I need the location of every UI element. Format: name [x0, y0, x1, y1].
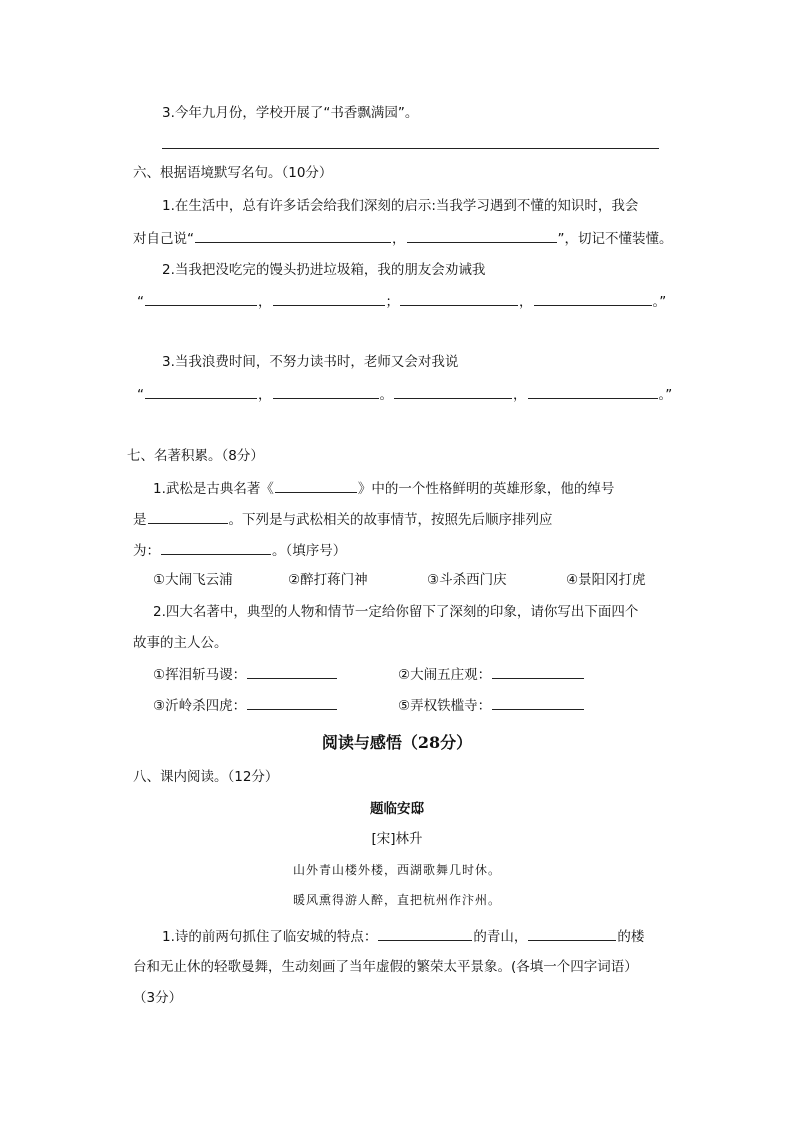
sec6-q3-period: 。 — [379, 387, 393, 403]
sec7-q1-line2-prefix: 是 — [133, 512, 147, 528]
sec6-q1-line1: 1.在生活中，总有许多话会给我们深刻的启示:当我学习遇到不懂的知识时，我会 — [162, 198, 639, 214]
sec7-q1-line3-prefix: 为： — [133, 543, 160, 559]
sec7-story-2 — [398, 664, 585, 685]
sec6-q2-blank-1[interactable] — [145, 291, 257, 306]
sec7-story-1-label: ①挥泪斩马谡： — [153, 667, 247, 683]
sec8-q1-line1 — [162, 926, 644, 947]
sec7-q1-prefix: 1.武松是古典名著《 — [153, 481, 274, 497]
sec6-q1-line2 — [133, 228, 673, 249]
sec6-q3-blank-4[interactable] — [528, 384, 658, 399]
sec6-q1-blank-1[interactable] — [195, 228, 391, 243]
sec6-q3-blank-2[interactable] — [273, 384, 379, 399]
sec6-q2-comma-2: ， — [519, 294, 533, 310]
sec8-q1-suffix: 的楼 — [617, 929, 645, 945]
sec6-heading: 六、根据语境默写名句。（10分） — [133, 165, 333, 181]
sec6-q1-comma: ， — [392, 231, 406, 247]
poem-author: [宋]林升 — [371, 831, 423, 847]
q5-item3-answer-line[interactable] — [162, 148, 659, 149]
sec6-q3-line2 — [137, 384, 672, 405]
sec7-q2-line1: 2.四大名著中，典型的人物和情节一定给你留下了深刻的印象，请你写出下面四个 — [153, 604, 639, 620]
sec7-q1-order-blank[interactable] — [161, 540, 271, 555]
sec7-q1-line3-suffix: 。（填序号） — [272, 543, 347, 559]
sec7-option-2: ②醉打蒋门神 — [288, 572, 368, 588]
poem-line-2: 暖风熏得游人醉，直把杭州作汴州。 — [292, 893, 501, 907]
sec6-q3-close: 。” — [658, 387, 673, 403]
sec8-q1-blank-1[interactable] — [378, 926, 472, 941]
sec7-story-1-blank[interactable] — [247, 664, 337, 679]
sec7-heading: 七、名著积累。（8分） — [127, 448, 264, 464]
sec6-q3-comma-1: ， — [258, 387, 272, 403]
sec8-q1-line2: 台和无止休的轻歌曼舞，生动刻画了当年虚假的繁荣太平景象。(各填一个四字词语） — [133, 959, 638, 975]
sec6-q2-comma-1: ， — [258, 294, 272, 310]
sec7-q1-line2-suffix: 。下列是与武松相关的故事情节，按照先后顺序排列应 — [228, 512, 553, 528]
sec7-story-4-label: ⑤弄权铁槛寺： — [398, 698, 492, 714]
sec7-story-2-label: ②大闹五庄观： — [398, 667, 492, 683]
sec8-q1-mid: 的青山， — [473, 929, 528, 945]
sec8-q1-score: （3分） — [133, 990, 183, 1006]
q5-item3-text: 3.今年九月份，学校开展了“书香飘满园”。 — [162, 105, 419, 121]
sec7-story-2-blank[interactable] — [492, 664, 584, 679]
sec7-q1-nickname-blank[interactable] — [148, 509, 228, 524]
sec7-story-4 — [398, 695, 585, 716]
sec6-q3-blank-3[interactable] — [394, 384, 512, 399]
poem-title: 题临安邸 — [370, 801, 424, 817]
sec6-q2-semicolon: ； — [385, 294, 399, 310]
sec8-q1-blank-2[interactable] — [528, 926, 616, 941]
poem-line-1: 山外青山楼外楼，西湖歌舞几时休。 — [292, 863, 501, 877]
sec7-option-3: ③斗杀西门庆 — [427, 572, 507, 588]
sec6-q2-blank-4[interactable] — [534, 291, 652, 306]
sec6-q2-open-quote: “ — [137, 294, 144, 310]
sec6-q3-comma-2: ， — [513, 387, 527, 403]
sec7-q1-line3 — [133, 540, 346, 561]
sec7-q2-line2: 故事的主人公。 — [133, 635, 228, 651]
sec8-q1-prefix: 1.诗的前两句抓住了临安城的特点： — [162, 929, 378, 945]
sec6-q3-line1: 3.当我浪费时间，不努力读书时，老师又会对我说 — [162, 354, 459, 370]
sec6-q3-open-quote: “ — [137, 387, 144, 403]
sec7-option-1: ①大闹飞云浦 — [153, 572, 233, 588]
sec6-q1-blank-2[interactable] — [407, 228, 557, 243]
sec7-story-3-blank[interactable] — [247, 695, 337, 710]
sec6-q1-suffix: ”，切记不懂装懂。 — [557, 231, 673, 247]
sec6-q2-line2 — [137, 291, 666, 312]
sec7-q1-book-blank[interactable] — [275, 478, 357, 493]
sec6-q3-blank-1[interactable] — [145, 384, 257, 399]
sec7-story-1 — [153, 664, 338, 685]
sec7-option-4: ④景阳冈打虎 — [566, 572, 646, 588]
sec7-q1-line2 — [133, 509, 553, 530]
sec6-q2-close: 。” — [652, 294, 667, 310]
sec8-heading: 八、课内阅读。（12分） — [133, 769, 279, 785]
sec7-story-3-label: ③沂岭杀四虎： — [153, 698, 247, 714]
sec6-q2-blank-2[interactable] — [273, 291, 385, 306]
sec7-story-4-blank[interactable] — [492, 695, 584, 710]
sec6-q1-prefix: 对自己说“ — [133, 231, 194, 247]
sec7-q1-line1 — [153, 478, 614, 499]
sec6-q2-blank-3[interactable] — [400, 291, 518, 306]
reading-section-title: 阅读与感悟（28分） — [321, 733, 473, 752]
sec7-q1-suffix: 》中的一个性格鲜明的英雄形象，他的绰号 — [357, 481, 615, 497]
sec6-q2-line1: 2.当我把没吃完的馒头扔进垃圾箱，我的朋友会劝诫我 — [162, 262, 486, 278]
sec7-story-3 — [153, 695, 338, 716]
